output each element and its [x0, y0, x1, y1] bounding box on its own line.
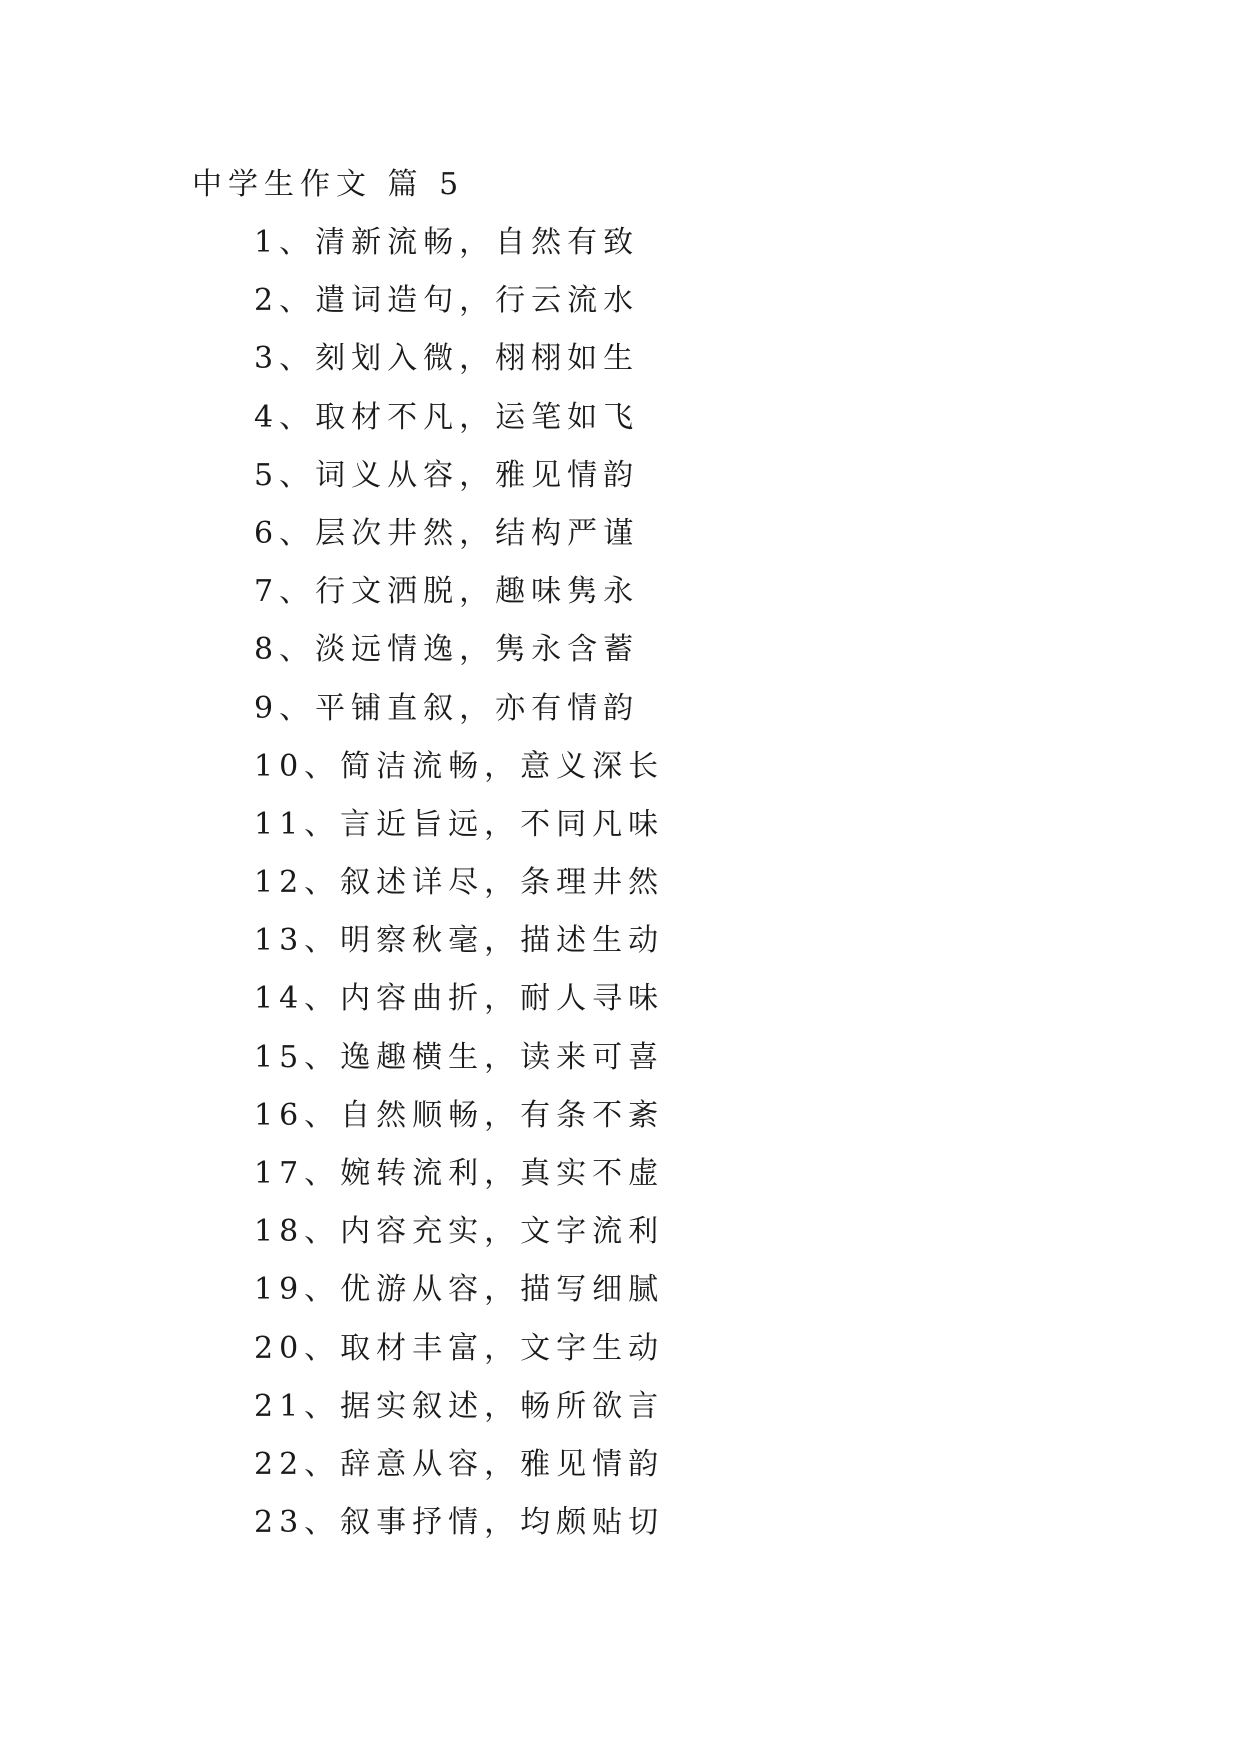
list-item: 9、平铺直叙，亦有情韵 [254, 690, 640, 726]
list-item: 5、词义从容，雅见情韵 [254, 457, 640, 493]
list-item: 15、逸趣横生，读来可喜 [254, 1039, 665, 1075]
list-item: 6、层次井然，结构严谨 [254, 515, 640, 551]
list-item: 10、简洁流畅，意义深长 [254, 748, 665, 784]
list-item: 19、优游从容，描写细腻 [254, 1272, 665, 1308]
list-item: 14、内容曲折，耐人寻味 [254, 981, 665, 1017]
list-item: 20、取材丰富，文字生动 [254, 1330, 665, 1366]
list-item: 3、刻划入微，栩栩如生 [254, 341, 640, 377]
list-item: 12、叙述详尽，条理井然 [254, 865, 665, 901]
list-item: 16、自然顺畅，有条不紊 [254, 1097, 665, 1133]
list-item: 1、清新流畅，自然有致 [254, 225, 640, 260]
phrase-list [254, 218, 664, 1556]
list-item: 8、淡远情逸，隽永含蓄 [254, 632, 640, 668]
list-item: 22、辞意从容，雅见情韵 [254, 1446, 665, 1482]
list-item: 7、行文洒脱，趣味隽永 [254, 574, 640, 610]
list-item: 2、遣词造句，行云流水 [254, 283, 640, 319]
list-item: 4、取材不凡，运笔如飞 [254, 399, 640, 435]
list-item: 11、言近旨远，不同凡味 [254, 806, 665, 842]
list-item: 23、叙事抒情，均颇贴切 [254, 1505, 665, 1541]
list-item: 17、婉转流利，真实不虚 [254, 1156, 665, 1191]
list-item: 21、据实叙述，畅所欲言 [254, 1388, 665, 1424]
list-item: 13、明察秋毫，描述生动 [254, 923, 665, 959]
document-title: 中学生作文 篇 5 [192, 167, 465, 202]
list-item: 18、内容充实，文字流利 [254, 1214, 665, 1250]
